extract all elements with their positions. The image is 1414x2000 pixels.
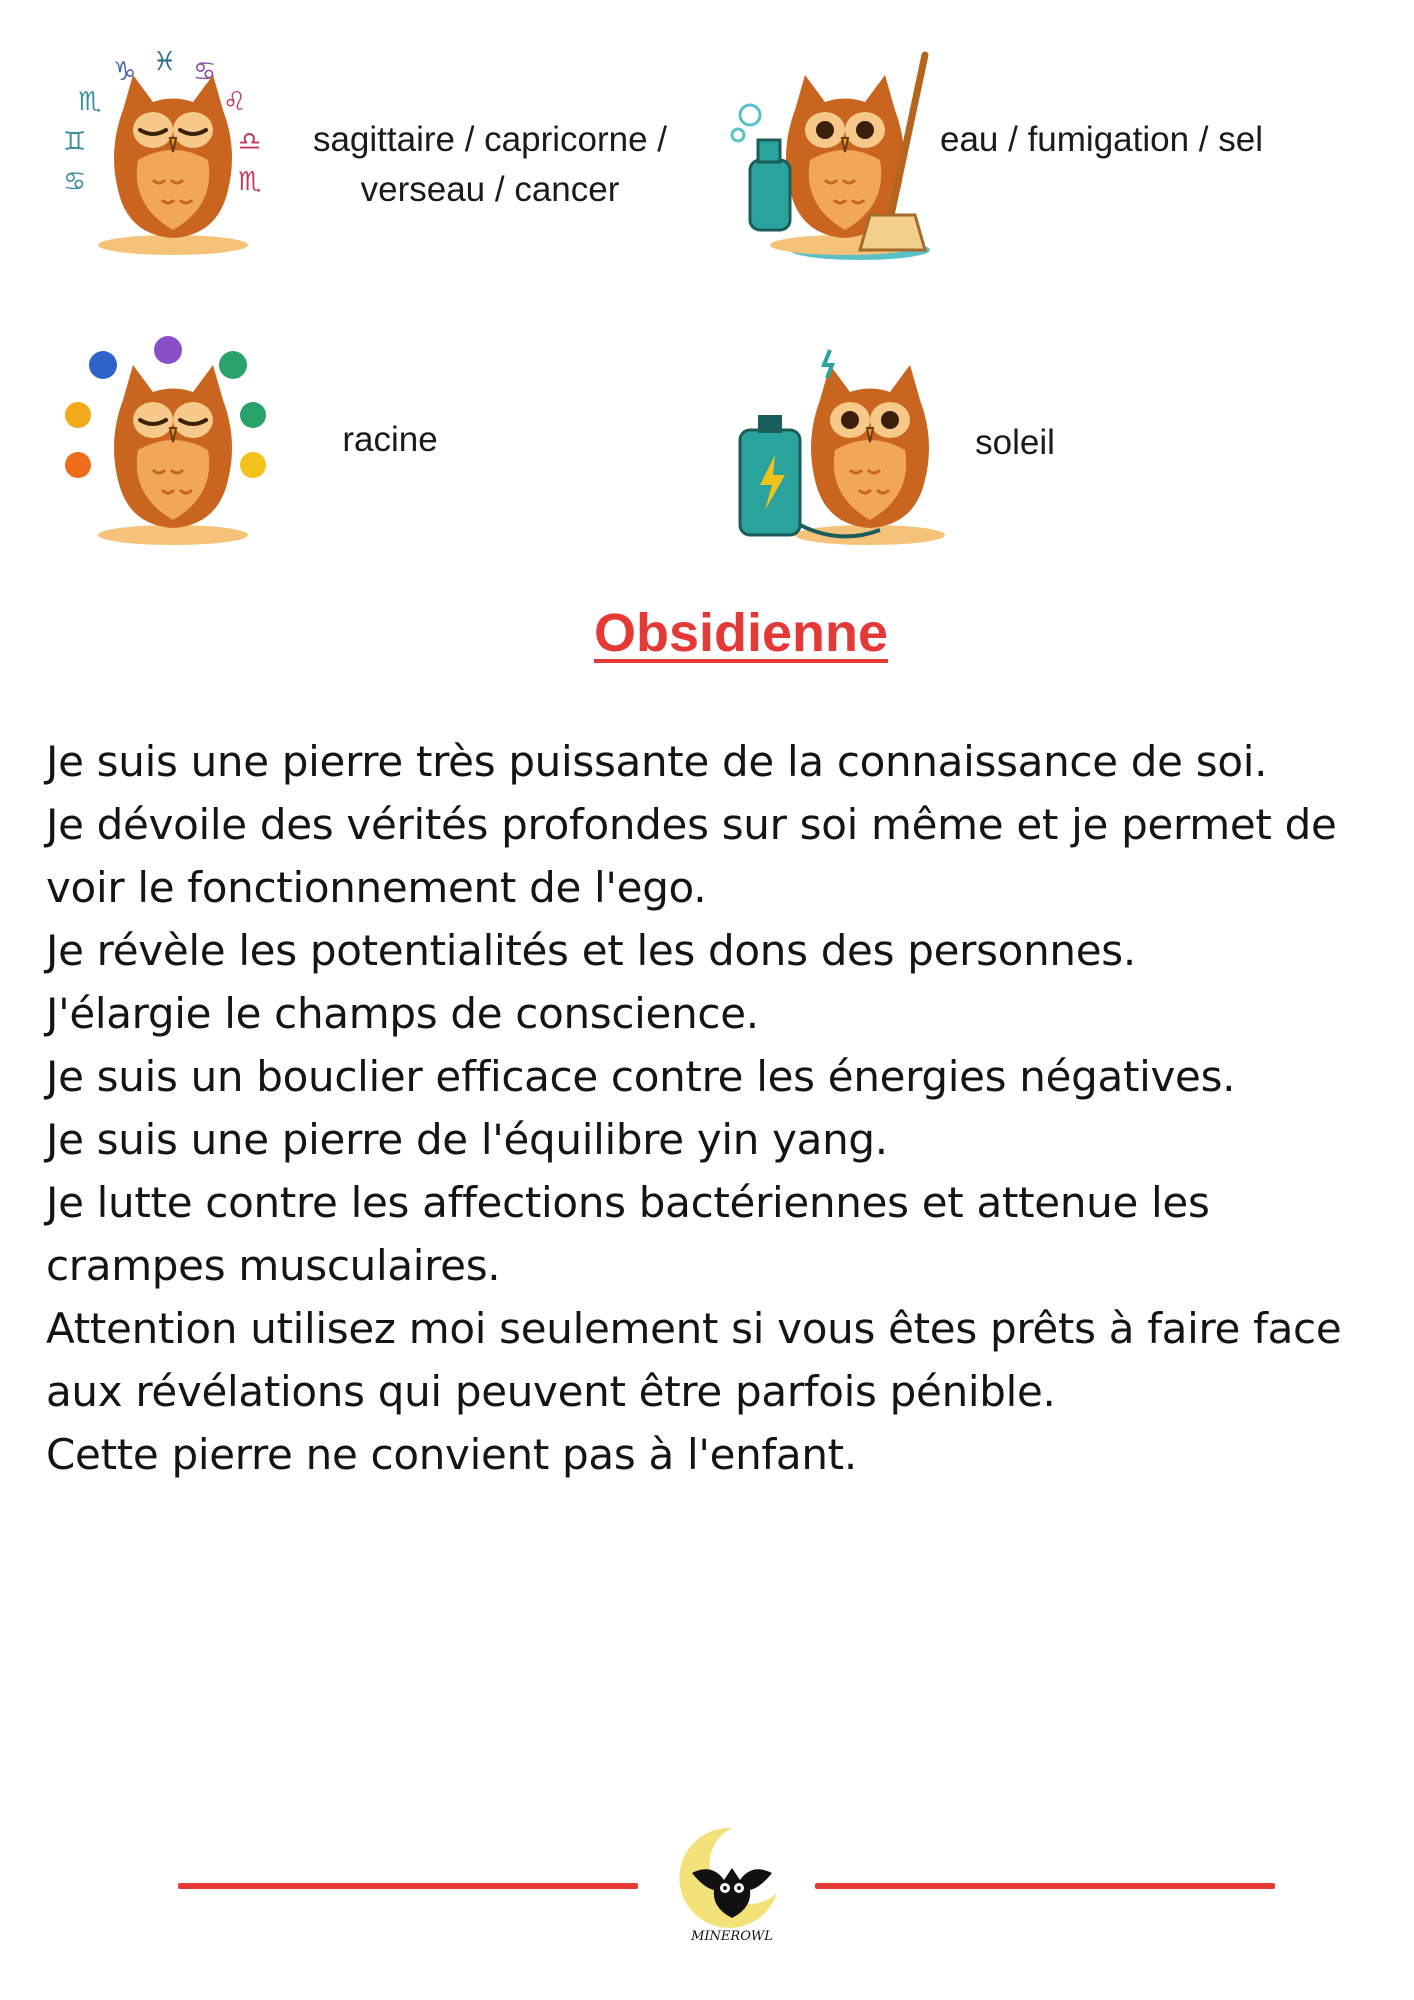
- svg-text:♑: ♑: [113, 57, 137, 87]
- minerowl-logo: [672, 1818, 792, 1948]
- label-line: eau / fumigation / sel: [940, 120, 1263, 159]
- paragraph: J'élargie le champs de conscience.: [46, 989, 759, 1038]
- label-line: sagittaire / capricorne /: [312, 120, 668, 159]
- owl-cleaning-icon: [730, 40, 960, 270]
- logo-wordmark: MINEROWL: [691, 1929, 773, 1944]
- label-line: soleil: [975, 423, 1055, 462]
- page-title: Obsidienne: [593, 603, 889, 663]
- meditating-owl-zodiac-icon: [58, 40, 288, 270]
- svg-text:♋: ♋: [63, 167, 87, 197]
- paragraph: Je lutte contre les affections bactériennes et attenue les crampes musculaires.: [46, 1178, 1210, 1290]
- paragraph: Je suis un bouclier efficace contre les énergies négatives.: [46, 1052, 1236, 1101]
- description-body: [46, 730, 1386, 1486]
- owl-battery-charging-icon: [730, 330, 960, 560]
- meditating-owl-chakras-icon: [58, 330, 288, 560]
- paragraph: Je suis une pierre très puissante de la connaissance de soi.: [46, 737, 1268, 786]
- paragraph: Attention utilisez moi seulement si vous êtes prêts à faire face aux révélations qui peuvent être parfois pénible.: [46, 1304, 1342, 1416]
- svg-text:♌: ♌: [223, 87, 247, 117]
- svg-text:♏: ♏: [78, 87, 102, 117]
- svg-text:♓: ♓: [153, 47, 177, 77]
- paragraph: Je révèle les potentialités et les dons des personnes.: [46, 926, 1136, 975]
- paragraph: Cette pierre ne convient pas à l'enfant.: [46, 1430, 857, 1479]
- icon-label-battery: [955, 418, 1075, 468]
- label-line: racine: [342, 420, 438, 459]
- icon-label-cleaning: [940, 115, 1263, 165]
- svg-text:♎: ♎: [238, 127, 262, 157]
- label-line: verseau / cancer: [360, 170, 620, 209]
- svg-text:♋: ♋: [193, 57, 217, 87]
- icon-label-zodiac: [290, 115, 690, 215]
- icon-label-chakra: [310, 415, 470, 465]
- svg-text:♏: ♏: [238, 167, 262, 197]
- footer-divider-right: [815, 1883, 1275, 1889]
- footer-divider-left: [178, 1883, 638, 1889]
- paragraph: Je dévoile des vérités profondes sur soi même et je permet de voir le fonctionnement de l'ego.: [46, 800, 1337, 912]
- svg-text:♊: ♊: [63, 127, 87, 157]
- paragraph: Je suis une pierre de l'équilibre yin yang.: [46, 1115, 888, 1164]
